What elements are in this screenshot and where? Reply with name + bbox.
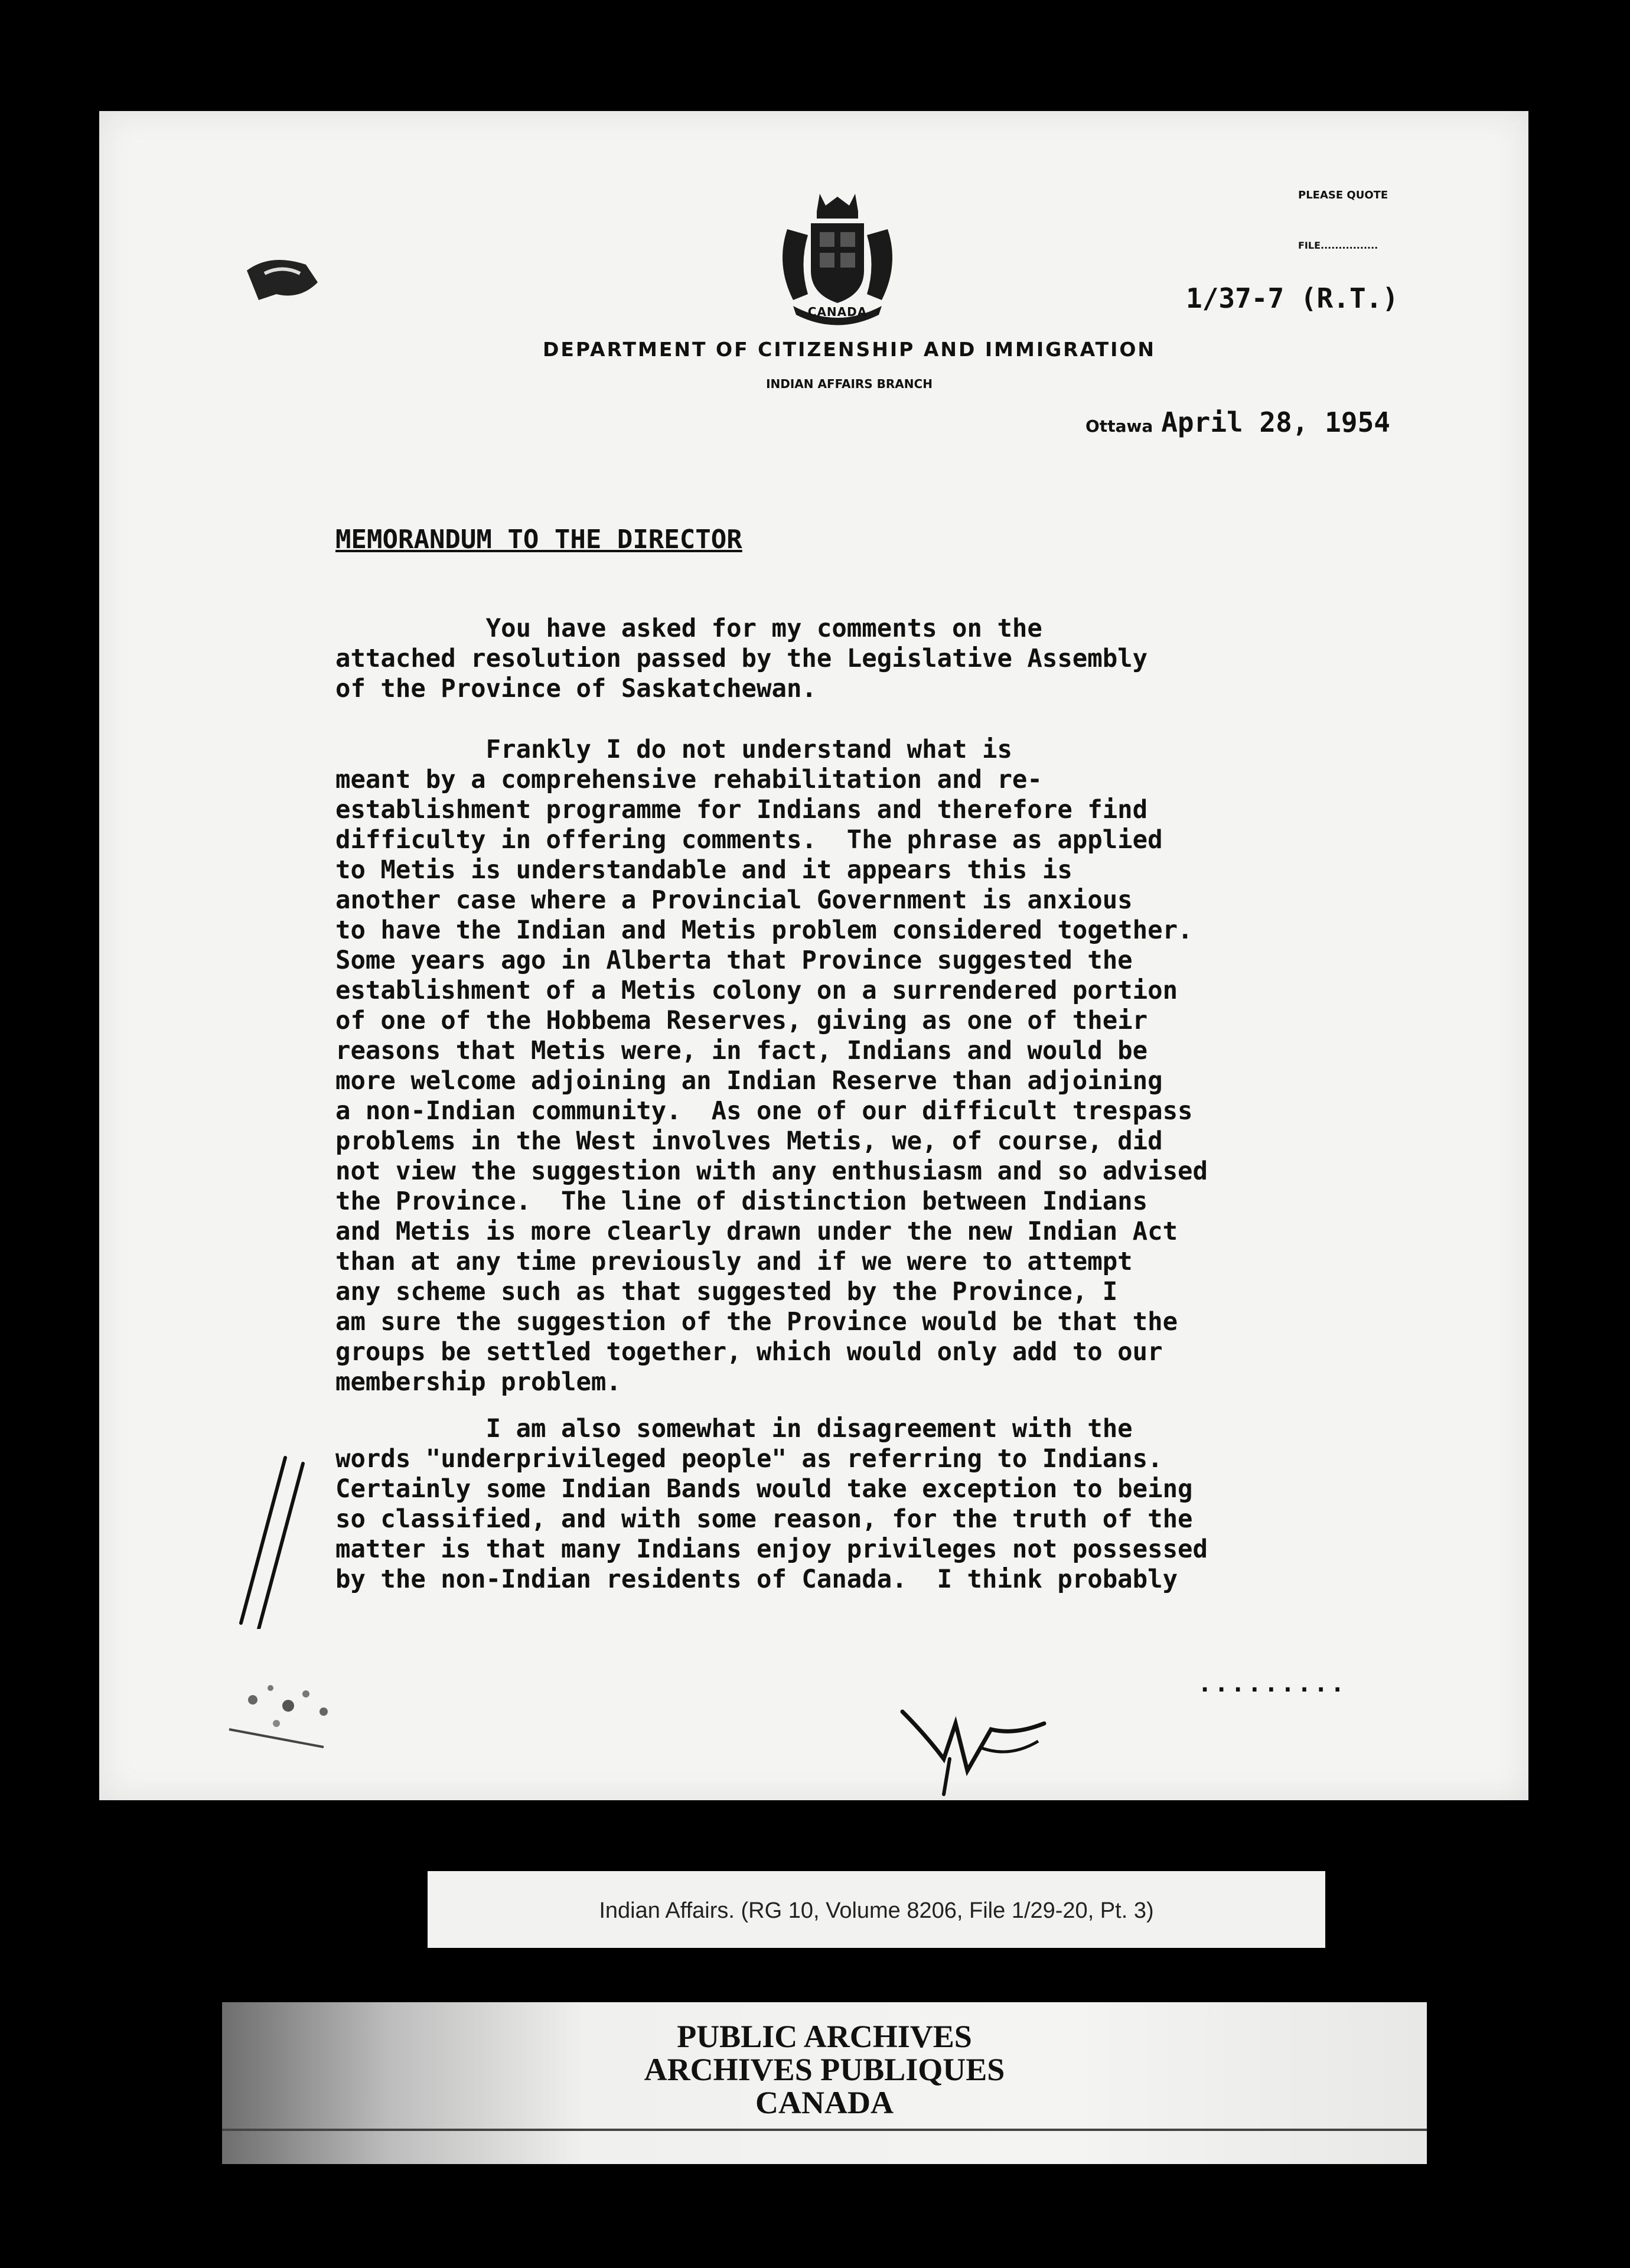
margin-pen-marks (229, 1452, 318, 1629)
archives-stamp (222, 2020, 1427, 2119)
memo-title: MEMORANDUM TO THE DIRECTOR (335, 524, 742, 555)
dateline-city: Ottawa (1085, 416, 1153, 436)
memo-paragraph-2: Frankly I do not understand what is meant by a comprehensive rehabilitation and re- establishment programme for Indians and therefore find difficulty in offering comments. The phrase as applied to Metis is understandable and it appears this is another case where a Provincial Government is anxious to have the Indian and Metis problem considered together. Some years ago in Alberta that Province suggested the establishment of a Metis colony on a surrendered portion of one of the Hobbema Reserves, giving as one of their reasons that Metis were, in fact, Indians and would be more welcome adjoining an Indian Reserve than adjoining a non-Indian community. As one of our difficult trespass problems in the West involves Metis, we, of course, did not view the suggestion with any enthusiasm and so advised the Province. The line of distinction between Indians and Metis is more clearly drawn under the new Indian Act than at any time previously and if we were to attempt any scheme such as that suggested by the Province, I am sure the suggestion of the Province would be that the groups be settled together, which would only add to our membership problem. (335, 735, 1208, 1396)
paper-clip-mark (235, 247, 330, 306)
memo-page (99, 111, 1528, 1800)
archives-stamp-line-3: CANADA (755, 2085, 894, 2120)
continuation-dots: ......... (1198, 1670, 1347, 1697)
handwritten-initials (891, 1700, 1068, 1800)
please-quote-label: PLEASE QUOTE (1298, 189, 1388, 201)
paper-stain-mark (217, 1670, 371, 1753)
department-heading: DEPARTMENT OF CITIZENSHIP AND IMMIGRATION (542, 338, 1156, 361)
archives-stamp-strip (222, 2002, 1427, 2164)
dateline-date: April 28, 1954 (1161, 406, 1390, 438)
archival-citation: Indian Affairs. (RG 10, Volume 8206, File 1/29-20, Pt. 3) (599, 1898, 1154, 1923)
file-label: FILE................ (1298, 240, 1378, 251)
archives-stamp-line-1: PUBLIC ARCHIVES (677, 2019, 972, 2054)
country-label: CANADA (807, 305, 868, 319)
memo-paragraph-1: You have asked for my comments on the attached resolution passed by the Legislative Assembly of the Province of Saskatchewan. (335, 614, 1148, 703)
branch-heading: INDIAN AFFAIRS BRANCH (766, 377, 933, 391)
dateline (1085, 406, 1390, 438)
archival-citation-strip (428, 1871, 1325, 1948)
memo-paragraph-3: I am also somewhat in disagreement with the words "underprivileged people" as referring to Indians. Certainly some Indian Bands would take exception to being so classified, and with some reason, for the truth of the matter is that many Indians enjoy privileges not possessed by the non-Indian residents of Canada. I think probably (335, 1414, 1208, 1594)
file-reference-number: 1/37-7 (R.T.) (1186, 282, 1399, 314)
archives-stamp-line-2: ARCHIVES PUBLIQUES (644, 2052, 1005, 2087)
